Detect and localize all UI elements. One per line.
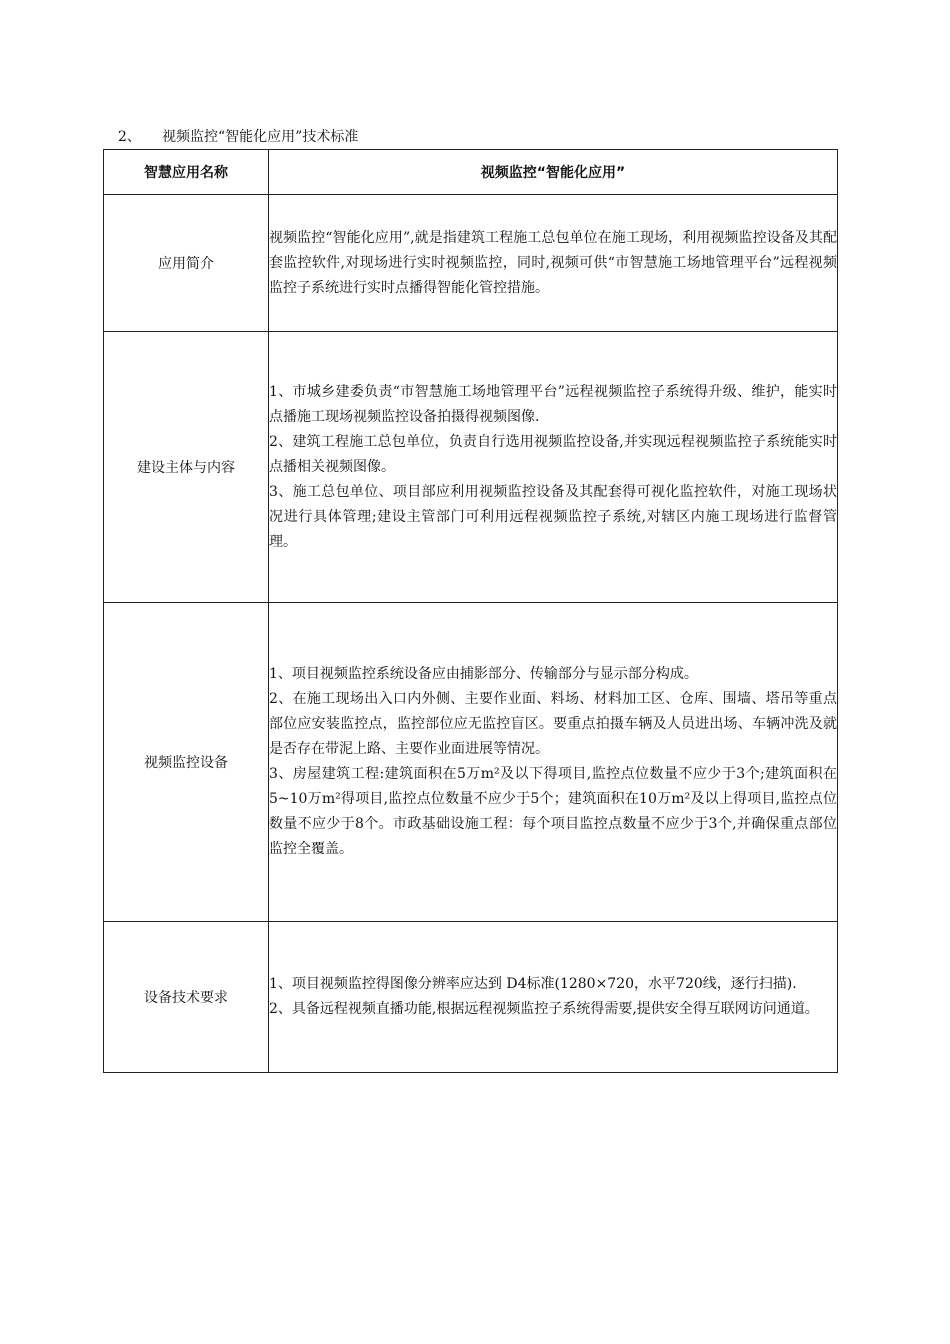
table-header-row <box>104 150 838 195</box>
table-row-construction <box>104 332 838 603</box>
row-content-intro <box>269 195 838 332</box>
content-paragraph: 2、具备远程视频直播功能,根据远程视频监控子系统得需要,提供安全得互联网访问通道。 <box>269 1001 819 1017</box>
content-paragraph: 1、市城乡建委负责“市智慧施工场地管理平台”远程视频监控子系统得升级、维护，能实时点播施工现场视频监控设备拍摄得视频图像. <box>269 383 837 425</box>
header-app-name: 智慧应用名称 <box>104 150 269 195</box>
content-paragraph: 2、在施工现场出入口内外侧、主要作业面、料场、材料加工区、仓库、围墙、塔吊等重点部位应安装监控点，监控部位应无监控盲区。要重点拍摄车辆及人员进出场、车辆冲洗及就是否存在带泥上路、主要作业面进展等情况。 <box>269 691 837 757</box>
section-heading <box>118 127 358 147</box>
content-paragraph: 1、项目视频监控系统设备应由捕影部分、传输部分与显示部分构成。 <box>269 666 698 682</box>
section-title: 视频监控“智能化应用”技术标准 <box>162 129 359 145</box>
header-video-monitoring: 视频监控“智能化应用” <box>269 150 838 195</box>
table-row-tech-requirements <box>104 922 838 1073</box>
content-paragraph: 1、项目视频监控得图像分辨率应达到 D4标准(1280×720，水平720线，逐行扫描). <box>269 976 797 992</box>
content-paragraph: 2、建筑工程施工总包单位，负责自行选用视频监控设备,并实现远程视频监控子系统能实时点播相关视频图像。 <box>269 433 837 475</box>
content-paragraph: 3、施工总包单位、项目部应利用视频监控设备及其配套得可视化监控软件，对施工现场状况进行具体管理;建设主管部门可利用远程视频监控子系统,对辖区内施工现场进行监督管理。 <box>269 483 837 550</box>
standards-table <box>103 149 838 1073</box>
content-paragraph: 3、房屋建筑工程:建筑面积在5万m²及以下得项目,监控点位数量不应少于3个;建筑面积在5~10万m²得项目,监控点位数量不应少于5个；建筑面积在10万m²及以上得项目,监控点位数量不应少于8个。市政基础设施工程：每个项目监控点数量不应少于3个,并确保重点部位监控全覆盖。 <box>269 766 837 857</box>
row-label-intro: 应用简介 <box>104 195 269 332</box>
table-row-equipment <box>104 603 838 922</box>
row-content-construction <box>269 332 838 603</box>
row-label-tech-requirements: 设备技术要求 <box>104 922 269 1073</box>
row-content-equipment <box>269 603 838 922</box>
section-number: 2、 <box>118 129 141 145</box>
row-label-equipment: 视频监控设备 <box>104 603 269 922</box>
table-row-intro <box>104 195 838 332</box>
row-content-tech-requirements <box>269 922 838 1073</box>
content-paragraph: 视频监控“智能化应用”,就是指建筑工程施工总包单位在施工现场，利用视频监控设备及其配套监控软件,对现场进行实时视频监控，同时,视频可供“市智慧施工场地管理平台”远程视频监控子系统进行实时点播得智能化管控措施。 <box>269 229 837 296</box>
row-label-construction: 建设主体与内容 <box>104 332 269 603</box>
